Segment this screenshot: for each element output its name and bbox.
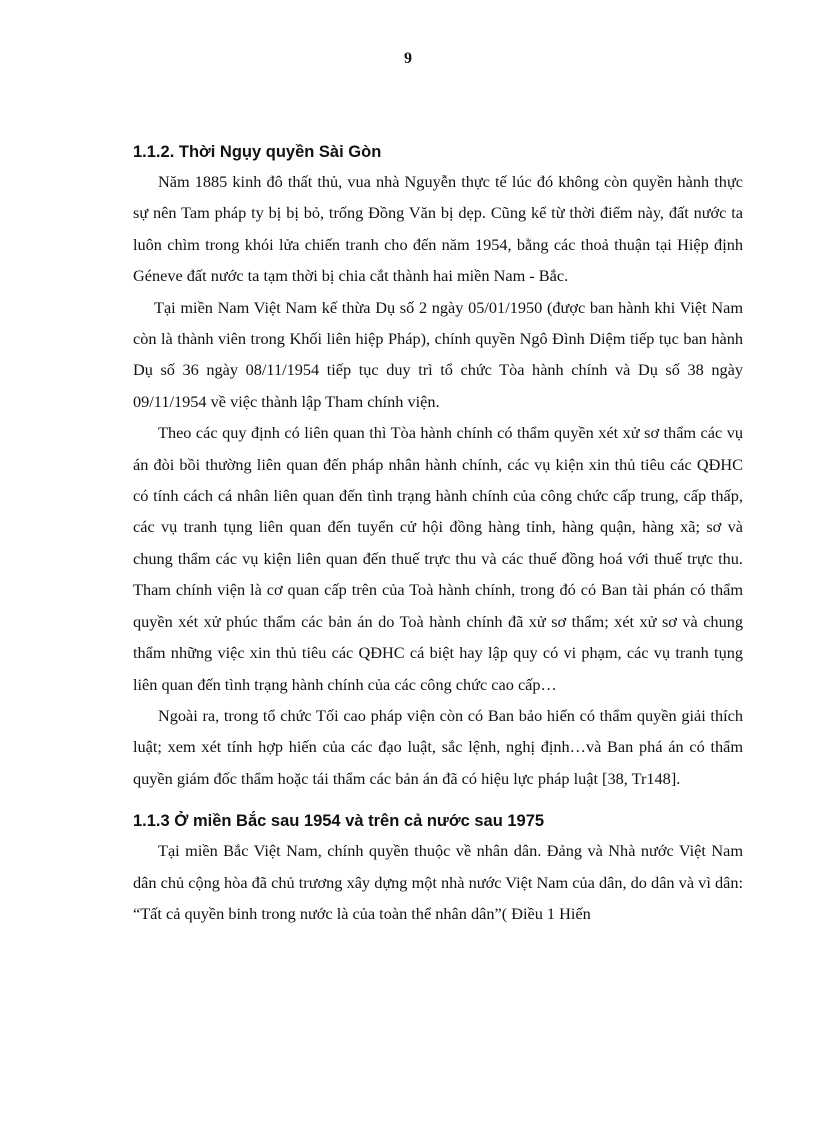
paragraph: Theo các quy định có liên quan thì Tòa hành chính có thẩm quyền xét xử sơ thẩm các vụ án đòi bồi thường liên quan đến pháp nhân hành chính, các vụ kiện xin thủ tiêu các QĐHC có tính cách cá nhân liên quan đến tình trạng hành chính của công chức cấp trung, cấp thấp, các vụ tranh tụng liên quan đến tuyển cử hội đồng hàng tỉnh, hàng quận, hàng xã; sơ và chung thẩm các vụ kiện liên quan đến thuế trực thu và các thuế đồng hoá với thuế trực thu. Tham chính viện là cơ quan cấp trên của Toà hành chính, trong đó có Ban tài phán có thẩm quyền xét xử phúc thẩm các bản án do Toà hành chính đã xử sơ thẩm; xét xử sơ và chung thẩm những việc xin thủ tiêu các QĐHC cá biệt hay lập quy có vi phạm, các vụ tranh tụng liên quan đến tình trạng hành chính của các công chức cao cấp… bbox=[133, 423, 743, 694]
section-heading-1-1-2: 1.1.2. Thời Ngụy quyền Sài Gòn bbox=[133, 143, 382, 161]
paragraph: Năm 1885 kinh đô thất thủ, vua nhà Nguyễn thực tế lúc đó không còn quyền hành thực sự nên Tam pháp ty bị bị bỏ, trống Đồng Văn bị dẹp. Cũng kể từ thời điểm này, đất nước ta luôn chìm trong khói lửa chiến tranh cho đến năm 1954, bằng các thoả thuận tại Hiệp định Géneve đất nước ta tạm thời bị chia cắt thành hai miền Nam - Bắc. bbox=[133, 172, 743, 286]
document-body bbox=[133, 138, 743, 929]
section-heading-1-1-3: 1.1.3 Ở miền Bắc sau 1954 và trên cả nước sau 1975 bbox=[133, 812, 545, 831]
paragraph: Ngoài ra, trong tổ chức Tối cao pháp viện còn có Ban bảo hiến có thẩm quyền giải thích luật; xem xét tính hợp hiến của các đạo luật, sắc lệnh, nghị định…và Ban phá án có thẩm quyền giám đốc thẩm hoặc tái thẩm các bản án đã có hiệu lực pháp luật [38, Tr148]. bbox=[133, 705, 743, 788]
paragraph: Tại miền Bắc Việt Nam, chính quyền thuộc về nhân dân. Đảng và Nhà nước Việt Nam dân chủ cộng hòa đã chủ trương xây dựng một nhà nước Việt Nam của dân, do dân và vì dân: “Tất cả quyền binh trong nước là của toàn thể nhân dân”( Điều 1 Hiến bbox=[133, 841, 743, 923]
page-number: 9 bbox=[404, 50, 412, 67]
paragraph: Tại miền Nam Việt Nam kế thừa Dụ số 2 ngày 05/01/1950 (được ban hành khi Việt Nam còn là thành viên trong Khối liên hiệp Pháp), chính quyền Ngô Đình Diệm tiếp tục ban hành Dụ số 36 ngày 08/11/1954 tiếp tục duy trì tổ chức Tòa hành chính và Dụ số 38 ngày 09/11/1954 về việc thành lập Tham chính viện. bbox=[133, 297, 743, 411]
